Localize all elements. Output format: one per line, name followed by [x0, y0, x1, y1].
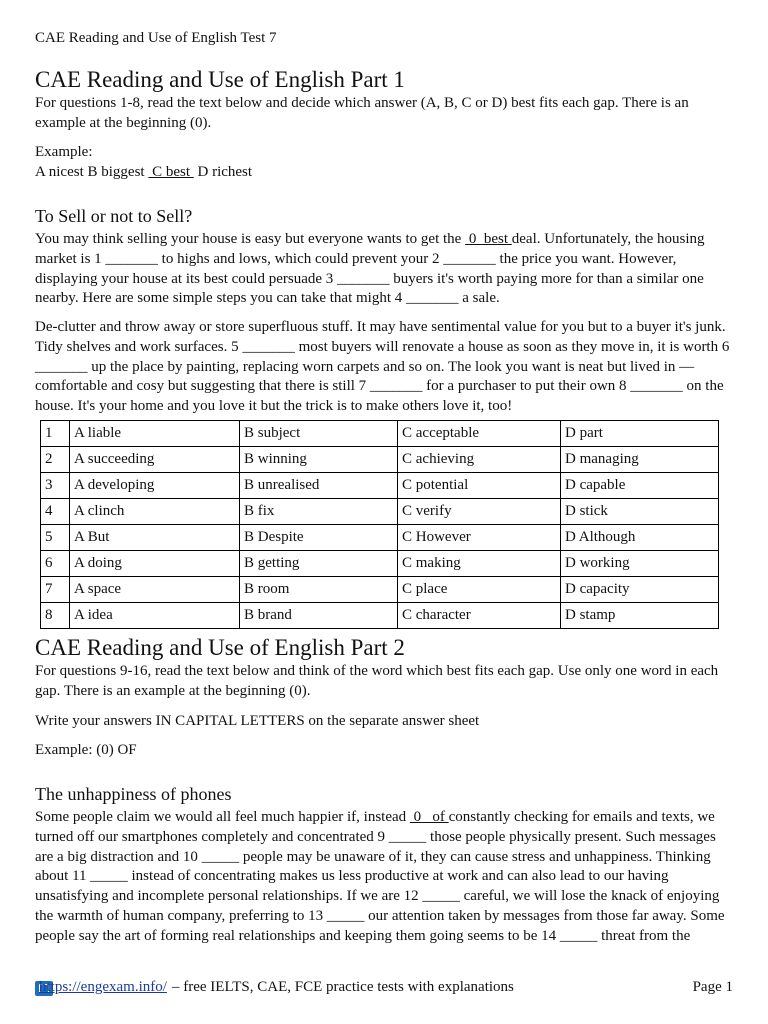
- example-options-end: D richest: [193, 164, 253, 180]
- answer-option: B room: [240, 577, 398, 603]
- answer-option: B subject: [240, 421, 398, 447]
- answer-option: D capacity: [561, 577, 719, 603]
- paragraph-text: deal. Unfortunately, the housing market is 1 _______ to highs and lows, which could prevent your 2 _______ the price you want. However, displaying your house at its best could persuade 3 _______ buyers it's worth paying more for than a similar one nearby. Here are some simple steps you can take that might 4 _______ a sale.: [35, 231, 705, 307]
- answer-option: B unrealised: [240, 473, 398, 499]
- capitals-note: Write your answers IN CAPITAL LETTERS on the separate answer sheet: [35, 713, 480, 729]
- part1-paragraph-1: [35, 230, 733, 309]
- paragraph-text: constantly checking for emails and texts, we turned off our smartphones completely and concentrated 9 _____ those people physically present. Such messages are a big distraction and 10 _____ people may be unaware of it, they can cause stress and unhappiness. Thinking about 11 _____ instead of concentrating makes us less productive at work and can also lead to our having unsatisfying and incomplete personal relationships. If we are 12 _____ careful, we will lose the knack of enjoying the warmth of human company, preferring to 13 _____ our attention taken by messages from those far away. Some people say the art of forming real relationships and keeping them going seems to be 14 _____ threat from the: [35, 809, 725, 944]
- answer-option: D part: [561, 421, 719, 447]
- answer-option: C acceptable: [398, 421, 561, 447]
- options-row: [41, 421, 719, 447]
- answer-option: B getting: [240, 551, 398, 577]
- example-gap: 0 of: [409, 809, 449, 825]
- answer-option: C potential: [398, 473, 561, 499]
- answer-option: D working: [561, 551, 719, 577]
- answer-option: A succeeding: [70, 447, 240, 473]
- question-number: 4: [41, 499, 70, 525]
- answer-option: D stamp: [561, 603, 719, 629]
- answer-option: B brand: [240, 603, 398, 629]
- answer-option: A clinch: [70, 499, 240, 525]
- answer-option: A doing: [70, 551, 240, 577]
- question-number: 8: [41, 603, 70, 629]
- options-row: [41, 551, 719, 577]
- answer-option: B fix: [240, 499, 398, 525]
- example-options-start: A nicest B biggest: [35, 164, 149, 180]
- answer-option: A developing: [70, 473, 240, 499]
- part1-title: CAE Reading and Use of English Part 1: [35, 67, 405, 92]
- options-row: [41, 577, 719, 603]
- options-row: [41, 525, 719, 551]
- running-head: CAE Reading and Use of English Test 7: [35, 30, 277, 46]
- part2-instructions: For questions 9-16, read the text below and think of the word which best fits each gap. Use only one word in each gap. There is an example at the beginning (0).: [35, 663, 719, 699]
- example-answer: C best: [148, 164, 194, 180]
- part1-example: [35, 163, 733, 183]
- options-table: [40, 420, 719, 629]
- part2-example: Example: (0) OF: [35, 742, 137, 758]
- options-row: [41, 603, 719, 629]
- answer-option: D Although: [561, 525, 719, 551]
- engexam-link[interactable]: https://engexam.info/: [39, 979, 167, 995]
- question-number: 3: [41, 473, 70, 499]
- answer-option: A idea: [70, 603, 240, 629]
- answer-option: C character: [398, 603, 561, 629]
- question-number: 7: [41, 577, 70, 603]
- footer-tagline: – free IELTS, CAE, FCE practice tests with explanations: [172, 979, 514, 995]
- question-number: 5: [41, 525, 70, 551]
- part2-title: CAE Reading and Use of English Part 2: [35, 635, 405, 660]
- page-footer: [35, 979, 733, 999]
- answer-option: D stick: [561, 499, 719, 525]
- answer-option: D capable: [561, 473, 719, 499]
- part1-example-label: Example:: [35, 144, 93, 160]
- answer-option: B winning: [240, 447, 398, 473]
- answer-option: A But: [70, 525, 240, 551]
- options-row: [41, 447, 719, 473]
- options-row: [41, 499, 719, 525]
- part1-text-title: To Sell or not to Sell?: [35, 206, 193, 226]
- part1-instructions: For questions 1-8, read the text below and decide which answer (A, B, C or D) best fits each gap. There is an example at the beginning (0).: [35, 95, 689, 131]
- example-gap: 0 best: [465, 231, 512, 247]
- paragraph-text: Some people claim we would all feel much happier if, instead: [35, 809, 410, 825]
- page-number: Page 1: [692, 979, 733, 995]
- answer-option: D managing: [561, 447, 719, 473]
- answer-option: B Despite: [240, 525, 398, 551]
- answer-option: C making: [398, 551, 561, 577]
- answer-option: C place: [398, 577, 561, 603]
- part2-paragraph: [35, 808, 733, 947]
- part2-text-title: The unhappiness of phones: [35, 784, 232, 804]
- answer-option: C achieving: [398, 447, 561, 473]
- answer-option: C verify: [398, 499, 561, 525]
- paragraph-text: You may think selling your house is easy but everyone wants to get the: [35, 231, 466, 247]
- question-number: 1: [41, 421, 70, 447]
- answer-option: A liable: [70, 421, 240, 447]
- question-number: 2: [41, 447, 70, 473]
- options-row: [41, 473, 719, 499]
- answer-option: A space: [70, 577, 240, 603]
- part1-paragraph-2: De-clutter and throw away or store superfluous stuff. It may have sentimental value for you but to a buyer it's junk. Tidy shelves and work surfaces. 5 _______ most buyers will renovate a house as soon as they move in, it is worth 6 _______ up the place by painting, replacing worn carpets and so on. The look you want is neat but lived in — comfortable and cosy but suggesting that there is still 7 _______ for a purchaser to put their own 8 _______ on the house. It's your home and you love it but the trick is to make others love it, too!: [35, 319, 730, 415]
- answer-option: C However: [398, 525, 561, 551]
- question-number: 6: [41, 551, 70, 577]
